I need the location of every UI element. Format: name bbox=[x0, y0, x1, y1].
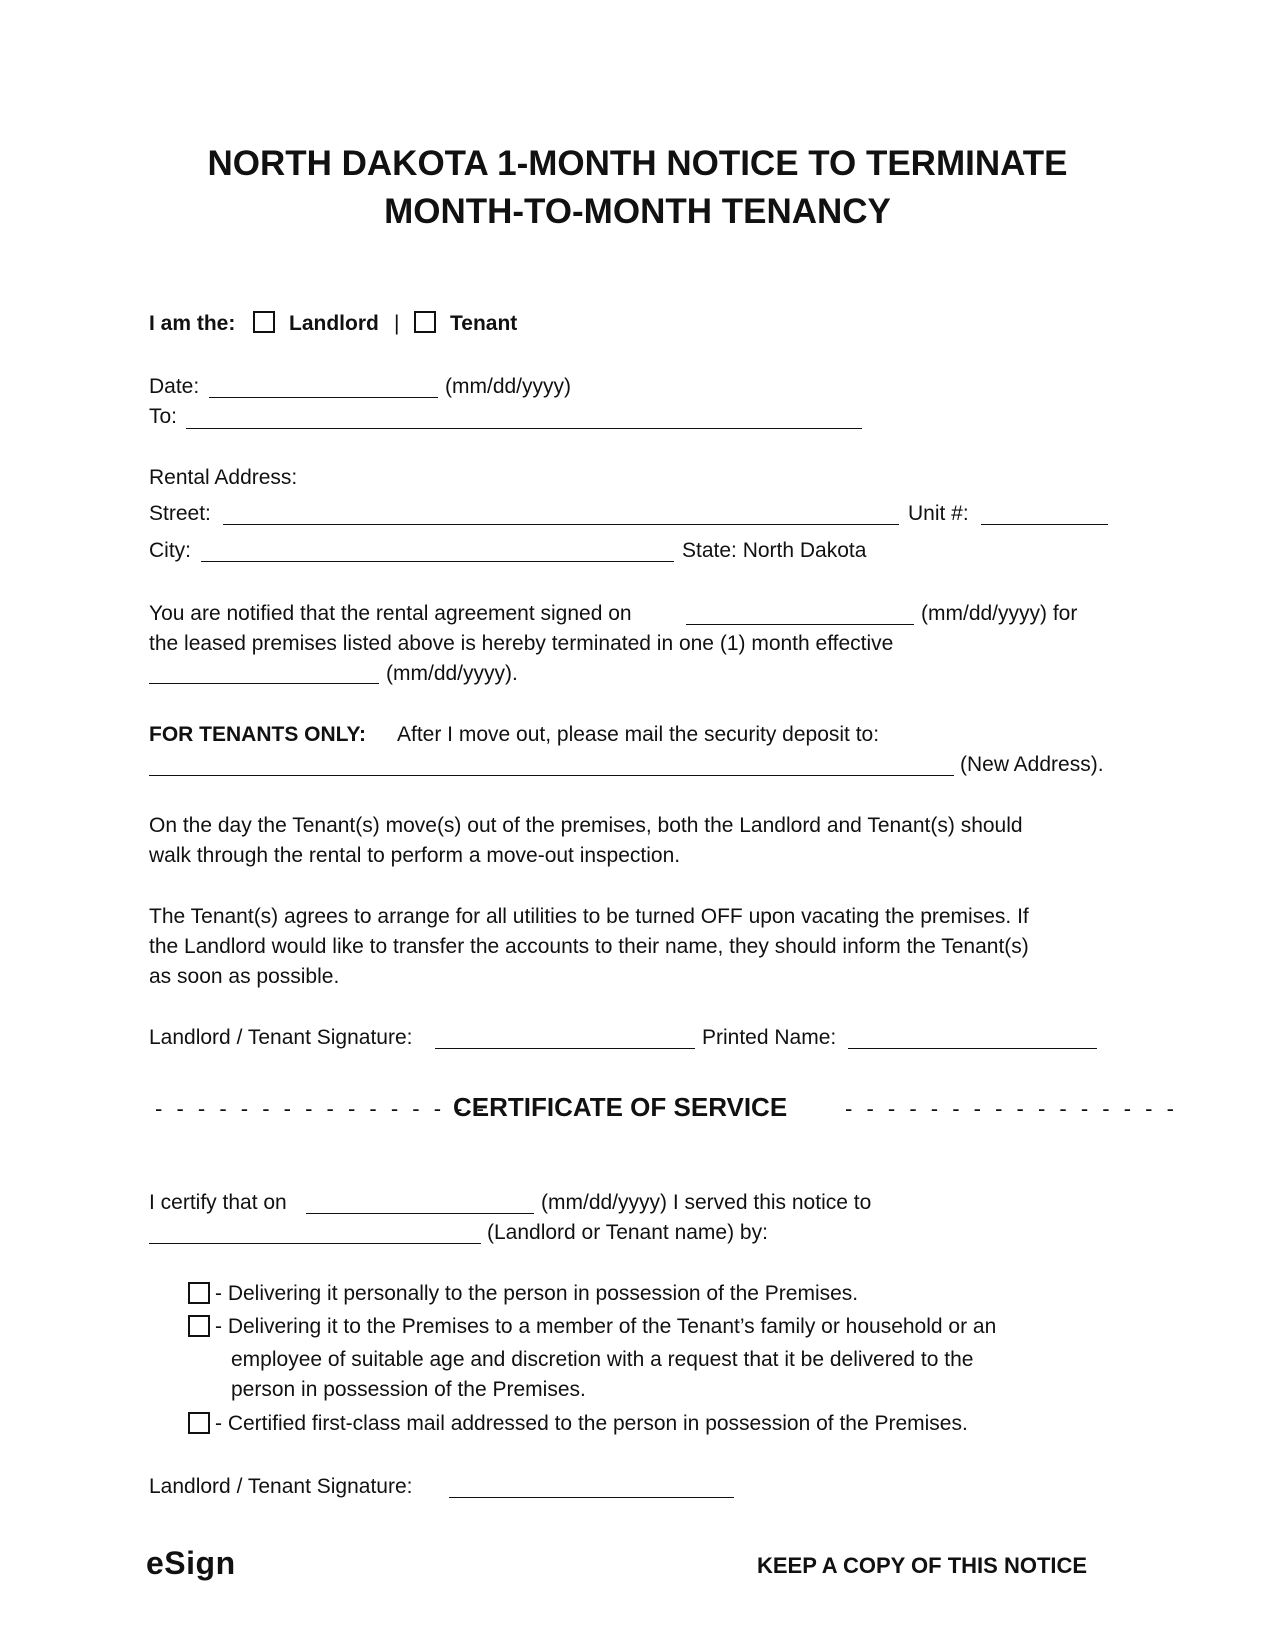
document-title-line-2: MONTH-TO-MONTH TENANCY bbox=[384, 192, 891, 231]
certified-mail-text: - Certified first-class mail addressed to the person in possession of the Premises. bbox=[215, 1412, 968, 1435]
effective-date-field[interactable] bbox=[149, 683, 379, 684]
household-delivery-text-line-3: person in possession of the Premises. bbox=[231, 1378, 586, 1401]
role-separator: | bbox=[394, 312, 400, 335]
city-label: City: bbox=[149, 539, 191, 562]
certificate-title: CERTIFICATE OF SERVICE bbox=[453, 1092, 788, 1122]
unit-field[interactable] bbox=[981, 524, 1108, 525]
certificate-signature-field[interactable] bbox=[449, 1497, 734, 1498]
utilities-line-3: as soon as possible. bbox=[149, 965, 340, 988]
served-name-suffix: (Landlord or Tenant name) by: bbox=[487, 1221, 768, 1244]
tenant-checkbox[interactable] bbox=[414, 311, 436, 333]
role-label: I am the: bbox=[149, 312, 236, 335]
document-title-line-1: NORTH DAKOTA 1-MONTH NOTICE TO TERMINATE bbox=[207, 144, 1068, 183]
service-date-field[interactable] bbox=[306, 1213, 534, 1214]
esign-logo: eSign bbox=[146, 1545, 236, 1581]
agreement-signed-date-field[interactable] bbox=[686, 624, 914, 625]
date-format-hint: (mm/dd/yyyy) bbox=[445, 375, 571, 398]
printed-name-field[interactable] bbox=[848, 1048, 1097, 1049]
tenant-option-label: Tenant bbox=[450, 312, 518, 335]
tenants-only-text: After I move out, please mail the security deposit to: bbox=[397, 723, 880, 746]
inspection-line-2: walk through the rental to perform a move-out inspection. bbox=[149, 844, 681, 867]
personal-delivery-checkbox[interactable] bbox=[188, 1282, 210, 1304]
landlord-checkbox[interactable] bbox=[253, 311, 275, 333]
state-text: State: North Dakota bbox=[682, 539, 867, 562]
certify-suffix: (mm/dd/yyyy) I served this notice to bbox=[541, 1191, 872, 1214]
signature-field[interactable] bbox=[435, 1048, 695, 1049]
certified-mail-checkbox[interactable] bbox=[188, 1412, 210, 1434]
city-field[interactable] bbox=[201, 561, 674, 562]
tenants-only-label: FOR TENANTS ONLY: bbox=[149, 723, 367, 746]
household-delivery-text-line-1: - Delivering it to the Premises to a member of the Tenant’s family or household or an bbox=[215, 1315, 997, 1338]
notice-line-3-suffix: (mm/dd/yyyy). bbox=[386, 662, 518, 685]
certificate-dashes-right: - - - - - - - - - - - - - - - - bbox=[845, 1096, 1178, 1121]
inspection-line-1: On the day the Tenant(s) move(s) out of the premises, both the Landlord and Tenant(s) should bbox=[149, 814, 1023, 837]
landlord-option-label: Landlord bbox=[289, 312, 379, 335]
rental-address-heading: Rental Address: bbox=[149, 466, 298, 489]
household-delivery-checkbox[interactable] bbox=[188, 1315, 210, 1337]
utilities-line-2: the Landlord would like to transfer the accounts to their name, they should inform the Tenant(s) bbox=[149, 935, 1029, 958]
street-label: Street: bbox=[149, 502, 211, 525]
utilities-line-1: The Tenant(s) agrees to arrange for all utilities to be turned OFF upon vacating the premises. If bbox=[149, 905, 1029, 928]
household-delivery-text-line-2: employee of suitable age and discretion with a request that it be delivered to the bbox=[231, 1348, 974, 1371]
personal-delivery-text: - Delivering it personally to the person in possession of the Premises. bbox=[215, 1282, 859, 1305]
certify-prefix: I certify that on bbox=[149, 1191, 287, 1214]
to-label: To: bbox=[149, 405, 178, 428]
printed-name-label: Printed Name: bbox=[702, 1026, 837, 1049]
certificate-dashes-left: - - - - - - - - - - - - - - - - bbox=[155, 1096, 488, 1121]
unit-label: Unit #: bbox=[908, 502, 969, 525]
notice-line-2: the leased premises listed above is hereby terminated in one (1) month effective bbox=[149, 632, 894, 655]
certificate-signature-label: Landlord / Tenant Signature: bbox=[149, 1475, 413, 1498]
new-address-suffix: (New Address). bbox=[960, 753, 1104, 776]
signature-label: Landlord / Tenant Signature: bbox=[149, 1026, 413, 1049]
new-address-field[interactable] bbox=[149, 775, 954, 776]
date-label: Date: bbox=[149, 375, 200, 398]
notice-line-1-suffix: (mm/dd/yyyy) for bbox=[921, 602, 1078, 625]
notice-line-1-prefix: You are notified that the rental agreement signed on bbox=[149, 602, 632, 625]
served-name-field[interactable] bbox=[149, 1243, 481, 1244]
street-field[interactable] bbox=[223, 524, 899, 525]
to-field[interactable] bbox=[186, 428, 862, 429]
keep-copy-notice: KEEP A COPY OF THIS NOTICE bbox=[757, 1553, 1088, 1578]
date-field[interactable] bbox=[209, 397, 438, 398]
